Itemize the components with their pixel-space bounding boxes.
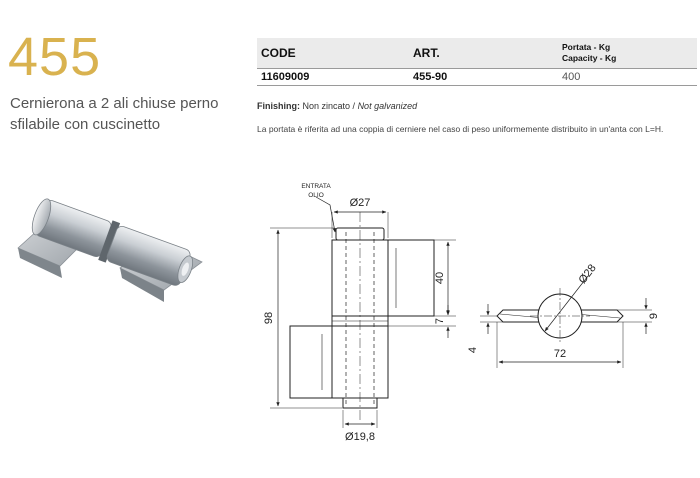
finishing-separator: / bbox=[350, 101, 358, 111]
dim-width: 72 bbox=[553, 348, 567, 360]
finishing-label: Finishing: bbox=[257, 101, 300, 111]
dim-barrel-diameter: Ø28 bbox=[576, 262, 599, 287]
dim-bottom-diameter: Ø19,8 bbox=[345, 431, 375, 443]
col-capacity-it: Portata - Kg bbox=[562, 42, 611, 52]
col-art-header: ART. bbox=[409, 38, 558, 69]
dim-total-height: 98 bbox=[263, 311, 275, 325]
finishing-value-it: Non zincato bbox=[302, 101, 351, 111]
front-view-drawing bbox=[270, 197, 456, 428]
model-number: 455 bbox=[8, 27, 102, 87]
row-code: 11609009 bbox=[257, 69, 409, 86]
product-description: Cernierona a 2 ali chiuse perno sfilabile con cuscinetto bbox=[10, 95, 219, 133]
row-art: 455-90 bbox=[409, 69, 558, 86]
col-capacity-en: Capacity - Kg bbox=[562, 53, 617, 63]
dim-wing-thickness: 9 bbox=[648, 312, 660, 320]
finishing-value-en: Not galvanized bbox=[357, 101, 418, 111]
dim-gap: 7 bbox=[434, 317, 446, 325]
row-capacity: 400 bbox=[558, 69, 697, 86]
dim-top-diameter: Ø27 bbox=[349, 197, 371, 209]
dim-offset: 4 bbox=[467, 346, 479, 354]
dim-upper-wing: 40 bbox=[434, 271, 446, 285]
capacity-note: La portata è riferita ad una coppia di cerniere nel caso di peso uniformemente distribuito in un'anta con L=H. bbox=[257, 124, 664, 134]
oil-inlet-label-1: ENTRATA bbox=[301, 183, 331, 190]
hinge-photo bbox=[18, 195, 202, 302]
oil-inlet-label-2: OLIO bbox=[308, 192, 324, 199]
col-code-header: CODE bbox=[257, 38, 409, 69]
